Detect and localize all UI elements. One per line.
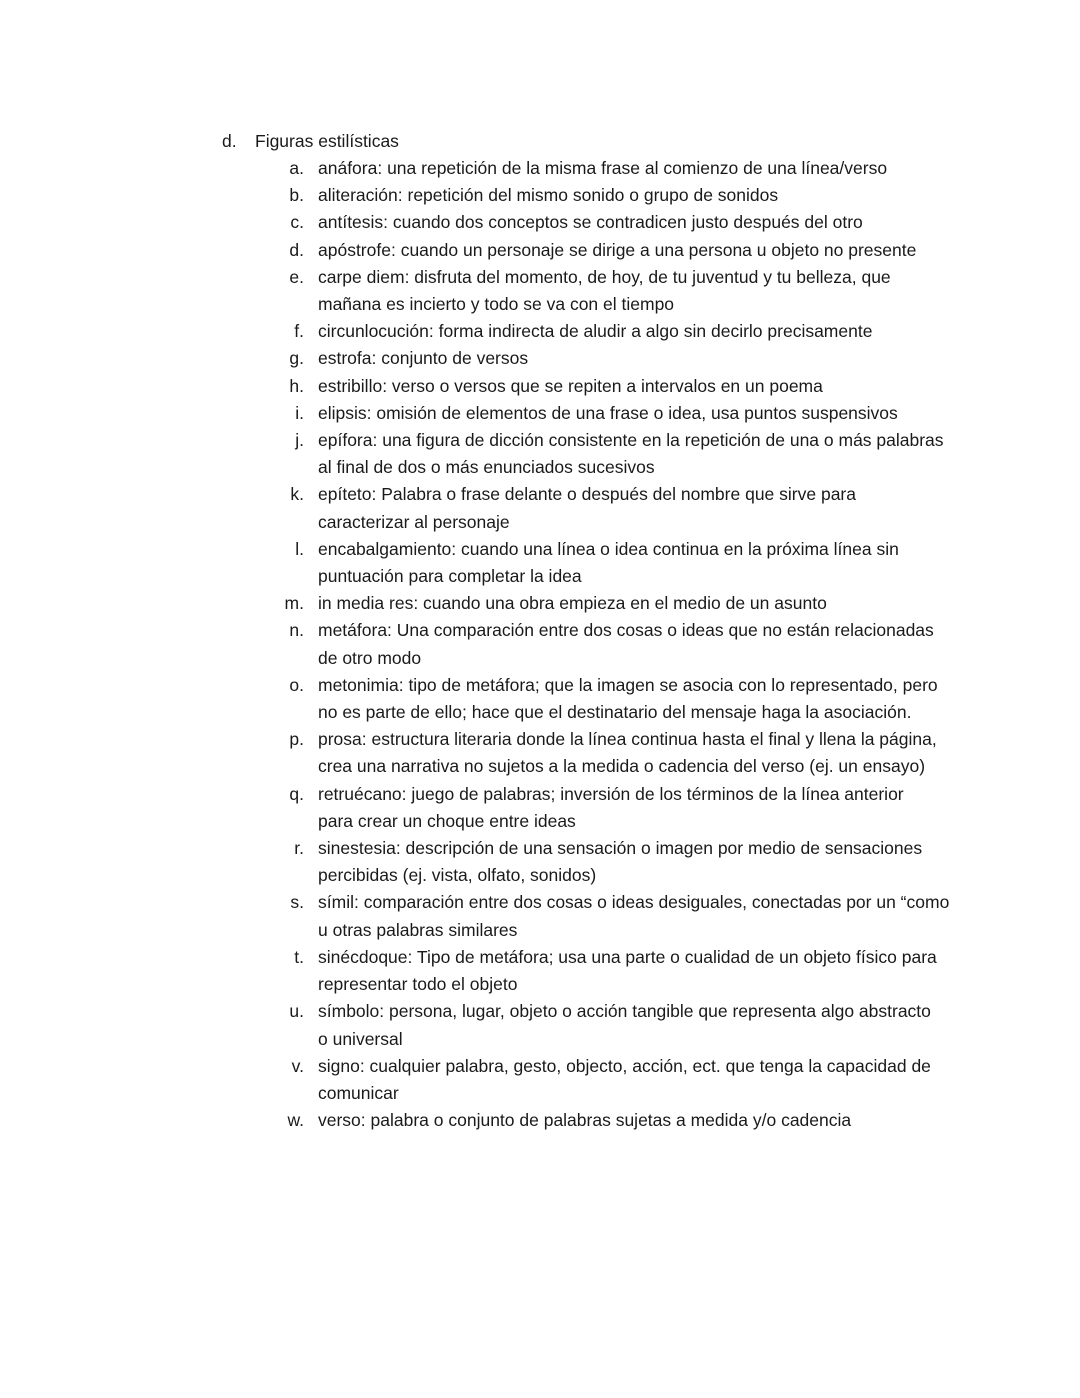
list-item bbox=[276, 1053, 966, 1107]
list-item-marker: j. bbox=[295, 430, 304, 451]
list-item-text: metonimia: tipo de metáfora; que la imagen se asocia con lo representado, pero no es parte de ello; hace que el destinatario del mensaje haga la asociación. bbox=[318, 674, 938, 723]
list-item-text: epífora: una figura de dicción consistente en la repetición de una o más palabras al final de dos o más enunciados sucesivos bbox=[318, 430, 944, 478]
list-item-text: metáfora: Una comparación entre dos cosas o ideas que no están relacionadas de otro modo bbox=[318, 620, 934, 668]
list-item-text: retruécano: juego de palabras; inversión de los términos de la línea anterior para crear un choque entre ideas bbox=[318, 783, 904, 831]
list-item-marker: i. bbox=[295, 402, 304, 423]
list-item bbox=[276, 209, 966, 236]
list-item-marker: r. bbox=[294, 838, 304, 859]
list-item-marker: o. bbox=[289, 674, 304, 695]
list-item-marker: v. bbox=[291, 1055, 304, 1076]
list-item-marker: c. bbox=[290, 212, 304, 233]
list-item-text: aliteración: repetición del mismo sonido o grupo de sonidos bbox=[318, 185, 779, 206]
list-item-marker: u. bbox=[289, 1001, 304, 1022]
list-item-marker: t. bbox=[294, 946, 304, 967]
list-item-text: carpe diem: disfruta del momento, de hoy, de tu juventud y tu belleza, que mañana es incierto y todo se va con el tiempo bbox=[318, 266, 891, 315]
list-item bbox=[276, 998, 966, 1052]
list-item-text: epíteto: Palabra o frase delante o después del nombre que sirve para caracterizar al personaje bbox=[318, 484, 856, 532]
list-item-marker: q. bbox=[289, 783, 304, 804]
list-item-text: sinécdoque: Tipo de metáfora; usa una parte o cualidad de un objeto físico para representar todo el objeto bbox=[318, 946, 937, 995]
section-marker: d. bbox=[222, 131, 237, 151]
list-item bbox=[276, 536, 966, 590]
section-heading bbox=[222, 128, 399, 155]
list-item-marker: f. bbox=[294, 321, 304, 342]
list-item bbox=[276, 781, 966, 835]
list-item-text: estribillo: verso o versos que se repiten a intervalos en un poema bbox=[318, 375, 823, 396]
list-item bbox=[276, 427, 966, 481]
list-item bbox=[276, 318, 966, 345]
list-item-text: estrofa: conjunto de versos bbox=[318, 348, 529, 369]
list-item-text: símil: comparación entre dos cosas o ideas desiguales, conectadas por un “como u otras palabras similares bbox=[318, 892, 950, 940]
list-item bbox=[276, 590, 966, 617]
list-item-marker: n. bbox=[289, 620, 304, 641]
list-item bbox=[276, 264, 966, 318]
section-title: Figuras estilísticas bbox=[255, 131, 399, 151]
list-item bbox=[276, 155, 966, 182]
list-item-marker: p. bbox=[289, 729, 304, 750]
list-item-text: anáfora: una repetición de la misma frase al comienzo de una línea/verso bbox=[318, 158, 888, 178]
list-item-text: signo: cualquier palabra, gesto, objecto, acción, ect. que tenga la capacidad de comunicar bbox=[318, 1055, 931, 1103]
list-item-marker: a. bbox=[289, 158, 304, 178]
list-item-text: encabalgamiento: cuando una línea o idea continua en la próxima línea sin puntuación para completar la idea bbox=[318, 538, 899, 587]
list-item-marker: g. bbox=[289, 348, 304, 369]
definitions-list bbox=[276, 155, 966, 1134]
list-item bbox=[276, 345, 966, 372]
list-item-text: prosa: estructura literaria donde la línea continua hasta el final y llena la página, crea una narrativa no sujetos a la medida o cadencia del verso (ej. un ensayo) bbox=[318, 729, 937, 777]
list-item bbox=[276, 617, 966, 671]
list-item-marker: m. bbox=[284, 593, 304, 614]
list-item-marker: b. bbox=[289, 185, 304, 206]
list-item bbox=[276, 835, 966, 889]
list-item-marker: h. bbox=[289, 375, 304, 396]
list-item bbox=[276, 400, 966, 427]
list-item-marker: w. bbox=[287, 1110, 304, 1131]
list-item bbox=[276, 373, 966, 400]
list-item-text: verso: palabra o conjunto de palabras sujetas a medida y/o cadencia bbox=[318, 1110, 852, 1131]
list-item-marker: s. bbox=[290, 892, 304, 913]
list-item-text: circunlocución: forma indirecta de aludir a algo sin decirlo precisamente bbox=[318, 321, 873, 342]
list-item-marker: e. bbox=[289, 266, 304, 287]
list-item bbox=[276, 182, 966, 209]
list-item-text: antítesis: cuando dos conceptos se contradicen justo después del otro bbox=[318, 212, 863, 233]
list-item bbox=[276, 726, 966, 780]
list-item bbox=[276, 889, 966, 943]
list-item-text: in media res: cuando una obra empieza en el medio de un asunto bbox=[318, 593, 827, 614]
list-item-marker: k. bbox=[290, 484, 304, 505]
list-item-text: símbolo: persona, lugar, objeto o acción tangible que representa algo abstracto o universal bbox=[318, 1001, 931, 1049]
list-item-text: elipsis: omisión de elementos de una frase o idea, usa puntos suspensivos bbox=[318, 402, 898, 423]
list-item bbox=[276, 944, 966, 998]
list-item bbox=[276, 237, 966, 264]
list-item bbox=[276, 1107, 966, 1134]
list-item bbox=[276, 672, 966, 726]
list-item-text: sinestesia: descripción de una sensación o imagen por medio de sensaciones percibidas (ej. vista, olfato, sonidos) bbox=[318, 838, 923, 886]
list-item-text: apóstrofe: cuando un personaje se dirige a una persona u objeto no presente bbox=[318, 239, 917, 260]
list-item bbox=[276, 481, 966, 535]
list-item-marker: d. bbox=[289, 239, 304, 260]
list-item-marker: l. bbox=[295, 538, 304, 559]
